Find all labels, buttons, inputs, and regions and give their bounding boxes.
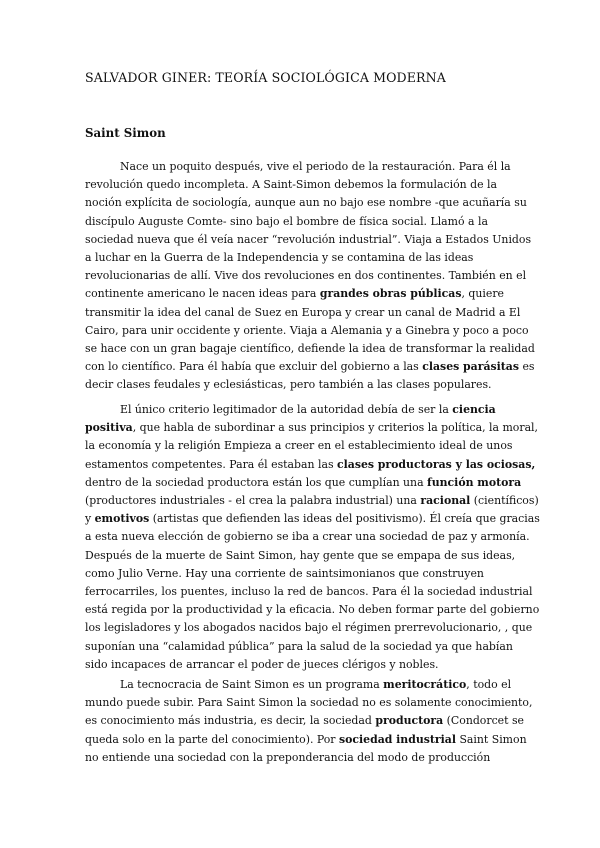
text-run: no entiende una sociedad con la preponderancia del modo de producción [85, 750, 491, 764]
text-run: ferrocarriles, los puentes, incluso la red de bancos. Para él la sociedad industrial [85, 585, 533, 599]
text-line [85, 249, 517, 267]
text-run: mundo puede subir. Para Saint Simon la sociedad no es solamente conocimiento, [85, 696, 533, 710]
bold-text: clases productoras y las ociosas, [337, 457, 536, 471]
text-line [85, 213, 517, 231]
text-line [85, 619, 533, 637]
text-run: El único criterio legitimador de la autoridad debía de ser la [120, 403, 453, 416]
text-run: , todo el [466, 678, 512, 691]
text-run: sociedad nueva que él veía nacer “revolución industrial”. Viaja a Estados Unidos [85, 232, 532, 246]
text-line [85, 285, 517, 303]
text-line [85, 340, 535, 358]
text-run: (productores industriales - el crea la palabra industrial) una [85, 494, 421, 508]
paragraph [85, 158, 535, 395]
bold-text: grandes obras públicas [319, 287, 462, 301]
text-line [85, 638, 517, 656]
text-run: es [519, 360, 535, 374]
text-run: Saint Simon [455, 732, 527, 746]
text-line [85, 358, 535, 376]
text-run: es conocimiento más industria, es decir, la sociedad [85, 714, 376, 728]
text-line [85, 401, 517, 419]
text-run: Después de la muerte de Saint Simon, hay gente que se empapa de sus ideas, [85, 548, 516, 562]
text-line [85, 437, 517, 455]
text-run: suponían una “calamidad pública” para la salud de la sociedad ya que habían [85, 639, 513, 653]
bold-text: racional [420, 494, 471, 508]
text-line [85, 322, 529, 340]
document-title: SALVADOR GINER: TEORÍA SOCIOLÓGICA MODERNA [85, 70, 446, 85]
bold-text: clases parásitas [422, 360, 519, 374]
text-line [85, 510, 540, 528]
text-line [85, 583, 533, 601]
text-run: y [85, 512, 95, 526]
text-run: Cairo, para unir occidente y oriente. Viaja a Alemania y a Ginebra y poco a poco [85, 323, 529, 337]
text-run: dentro de la sociedad productora están los que cumplían una [85, 475, 428, 489]
section-heading: Saint Simon [85, 126, 166, 140]
text-line [85, 376, 517, 394]
text-run: (científicos) [470, 494, 539, 508]
text-line [85, 731, 527, 749]
bold-text: ciencia [452, 403, 496, 416]
text-run: transmitir la idea del canal de Suez en Europa y crear un canal de Madrid a El [85, 305, 521, 319]
text-line [85, 676, 517, 694]
text-run: estamentos competentes. Para él estaban las [85, 457, 337, 471]
text-run: está regida por la productividad y la eficacia. No deben formar parte del gobierno [85, 603, 540, 617]
paragraph [85, 401, 540, 674]
text-run: (Condorcet se [443, 714, 524, 728]
text-line [85, 231, 532, 249]
bold-text: meritocrático [383, 678, 467, 691]
text-run: discípulo Auguste Comte- sino bajo el bombre de física social. Llamó a la [85, 214, 488, 228]
text-line [85, 158, 517, 176]
text-run: revolucionarias de allí. Vive dos revoluciones en dos continentes. También en el [85, 269, 527, 283]
text-line [85, 474, 522, 492]
text-line [85, 456, 536, 474]
text-run: a luchar en la Guerra de la Independencia y se contamina de las ideas [85, 251, 474, 265]
text-line [85, 304, 521, 322]
text-run: los legisladores y los abogados nacidos bajo el régimen prerrevolucionario, , que [85, 621, 533, 635]
bold-text: positiva [85, 421, 133, 435]
bold-text: función motora [427, 475, 522, 489]
text-line [85, 176, 517, 194]
text-run: continente americano le nacen ideas para [85, 287, 320, 301]
text-line [85, 694, 533, 712]
text-line [85, 267, 527, 285]
text-line [85, 194, 527, 212]
text-run: sido incapaces de arrancar el poder de jueces clérigos y nobles. [85, 657, 439, 671]
text-line [85, 492, 539, 510]
bold-text: emotivos [94, 512, 150, 526]
text-line [85, 565, 517, 583]
text-line [85, 547, 517, 565]
bold-text: sociedad industrial [338, 732, 456, 746]
text-run: Nace un poquito después, vive el periodo de la restauración. Para él la [120, 160, 511, 173]
text-run: revolución quedo incompleta. A Saint-Simon debemos la formulación de la [85, 178, 497, 192]
text-line [85, 749, 517, 767]
text-run: , quiere [461, 287, 504, 301]
text-line [85, 528, 530, 546]
text-run: noción explícita de sociología, aunque aun no bajo ese nombre -que acuñaría su [85, 196, 527, 210]
text-run: se hace con un gran bagaje científico, defiende la idea de transformar la realidad [85, 342, 535, 356]
text-run: (artistas que defienden las ideas del positivismo). Él creía que gracias [149, 512, 540, 526]
text-run: a esta nueva elección de gobierno se iba a crear una sociedad de paz y armonía. [85, 530, 530, 544]
text-line [85, 601, 540, 619]
text-run: queda solo en la parte del conocimiento). Por [85, 732, 339, 746]
text-run: la economía y la religión Empieza a creer en el establecimiento ideal de unos [85, 439, 513, 453]
text-run: como Julio Verne. Hay una corriente de saintsimonianos que construyen [85, 566, 484, 580]
text-run: con lo científico. Para él había que excluir del gobierno a las [85, 360, 423, 374]
text-run: decir clases feudales y eclesiásticas, pero también a las clases populares. [85, 378, 492, 392]
text-line [85, 712, 524, 730]
text-line [85, 419, 539, 437]
text-line [85, 656, 517, 674]
paragraph [85, 676, 533, 767]
bold-text: productora [375, 714, 444, 728]
text-run: , que habla de subordinar a sus principios y criterios la política, la moral, [132, 421, 539, 435]
text-run: La tecnocracia de Saint Simon es un programa [120, 678, 384, 691]
